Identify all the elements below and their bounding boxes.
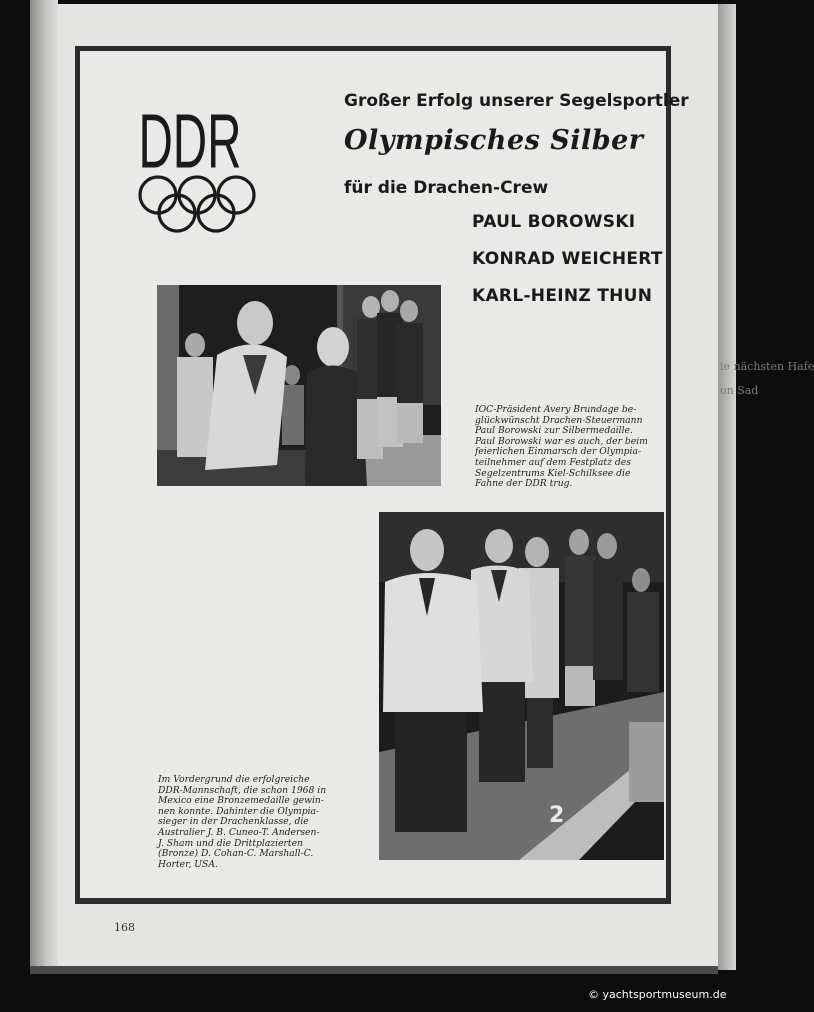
- caption-top-line: IOC-Präsident Avery Brundage be-: [475, 404, 637, 415]
- page-bottom-edge: [30, 966, 718, 974]
- caption-top-line: glückwünscht Drachen-Steuermann: [475, 414, 643, 426]
- caption-top-line: Paul Borowski war es auch, der beim: [475, 435, 648, 447]
- caption-photo-top: [475, 405, 663, 490]
- caption-bottom-line: DDR-Mannschaft, die schon 1968 in: [158, 784, 327, 796]
- caption-top-line: Segelzentrums Kiel-Schilksee die: [475, 467, 631, 479]
- podium-number: 2: [549, 803, 565, 828]
- subtitle: für die Drachen-Crew: [344, 178, 549, 198]
- page-number: 168: [114, 921, 135, 934]
- photo-brundage-handshake: [157, 285, 441, 486]
- caption-top-line: Fahne der DDR trug.: [475, 478, 573, 490]
- olympic-rings-icon: [140, 177, 254, 231]
- caption-bottom-line: nen konnte. Dahinter die Olympia-: [158, 805, 320, 817]
- logo-ddr-lettering: DDR: [138, 97, 242, 185]
- bleed-text-1: ie nächsten Hafe: [720, 360, 814, 373]
- next-page-edge: [718, 4, 736, 970]
- caption-bottom-line: J. Sham und die Drittplazierten: [158, 837, 303, 849]
- photo-podium-team: [379, 512, 664, 860]
- caption-top-line: feierlichen Einmarsch der Olympia-: [475, 446, 642, 458]
- page-title: Olympisches Silber: [344, 125, 644, 156]
- caption-bottom-line: Im Vordergrund die erfolgreiche: [158, 774, 310, 785]
- caption-bottom-line: Australier J. B. Cuneo-T. Andersen-: [158, 826, 320, 838]
- bleed-text-2: on Sad: [720, 384, 759, 397]
- caption-bottom-line: Mexico eine Bronzemedaille gewin-: [158, 795, 324, 807]
- crew-name-thun: KARL-HEINZ THUN: [472, 286, 653, 306]
- ddr-olympic-logo: [125, 93, 255, 233]
- caption-top-line: teilnehmer auf dem Festplatz des: [475, 456, 631, 468]
- image-credit: © yachtsportmuseum.de: [588, 988, 727, 1001]
- caption-bottom-line: (Bronze) D. Cohan-C. Marshall-C.: [158, 848, 314, 860]
- book-spine-shadow: [30, 0, 58, 966]
- caption-bottom-line: sieger in der Drachenklasse, die: [158, 816, 309, 828]
- crew-name-borowski: PAUL BOROWSKI: [472, 212, 636, 232]
- caption-photo-bottom: [158, 775, 364, 870]
- headline: Großer Erfolg unserer Segelsportler: [344, 91, 689, 111]
- crew-name-weichert: KONRAD WEICHERT: [472, 249, 663, 269]
- caption-bottom-line: Horter, USA.: [158, 858, 218, 870]
- caption-top-line: Paul Borowski zur Silbermedaille.: [475, 425, 633, 437]
